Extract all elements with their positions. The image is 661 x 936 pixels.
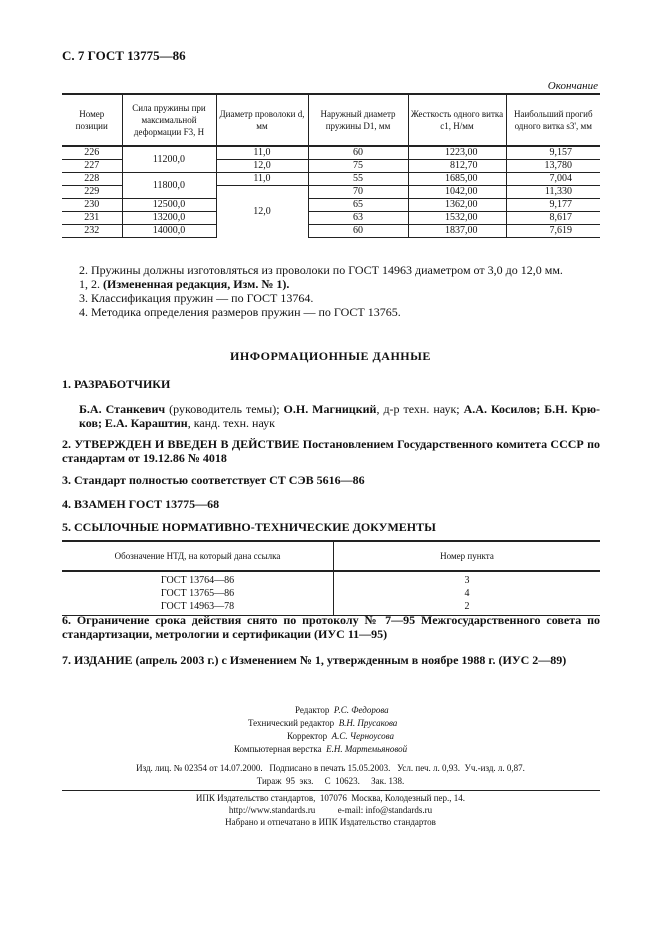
table-row <box>62 225 600 238</box>
cell-clause: 4 <box>464 588 470 599</box>
note-amendment-ref: 1, 2. <box>79 277 100 291</box>
cell-outer: 63 <box>308 212 408 225</box>
col-header-wire-diameter: Диаметр проволоки d, мм <box>216 94 308 146</box>
section-compliance: 3. Стандарт полностью соответствует СТ СЭВ 5616—86 <box>62 473 365 487</box>
cell-force: 11800,0 <box>122 173 216 199</box>
imprint-divider <box>62 790 600 791</box>
cell-position: 228 <box>62 173 122 186</box>
developer-1-role: (руководитель темы); <box>165 402 284 416</box>
cell-deflection: 11,330 <box>506 186 600 199</box>
table-row <box>62 173 600 186</box>
cell-stiffness: 1837,00 <box>408 225 506 238</box>
cell-position: 230 <box>62 199 122 212</box>
col-header-deflection: Наибольший прогиб одного витка s3', мм <box>506 94 600 146</box>
cell-stiffness: 1042,00 <box>408 186 506 199</box>
note-amendment <box>79 277 619 291</box>
cell-wire: 12,0 <box>216 160 308 173</box>
cell-outer: 70 <box>308 186 408 199</box>
imprint-line1: ИПК Издательство стандартов, 107076 Москва, Колодезный пер., 14. <box>195 793 466 803</box>
cell-deflection: 7,619 <box>506 225 600 238</box>
cell-wire: 11,0 <box>216 146 308 160</box>
cell-position: 231 <box>62 212 122 225</box>
credit-corrector-label: Корректор <box>287 731 328 741</box>
credit-tech-editor <box>248 717 397 730</box>
cell-deflection: 13,780 <box>506 160 600 173</box>
cell-deflection: 9,177 <box>506 199 600 212</box>
developers-list <box>79 402 600 430</box>
developer-2: О.Н. Магницкий <box>283 402 377 416</box>
table-row <box>62 212 600 225</box>
developer-4-5: ков; Е.А. Караштин <box>79 416 188 430</box>
cell-force: 14000,0 <box>122 225 216 238</box>
credit-editor-name: Р.С. Федорова <box>333 705 389 715</box>
table-row <box>62 199 600 212</box>
credit-corrector-name: А.С. Черноусова <box>331 731 394 741</box>
cell-clause: 3 <box>464 575 470 586</box>
section-developers-title: 1. РАЗРАБОТЧИКИ <box>62 377 171 391</box>
developer-2-role: , д-р техн. наук; <box>376 402 464 416</box>
table-row <box>62 587 600 600</box>
section-approved: 2. УТВЕРЖДЕН И ВВЕДЕН В ДЕЙСТВИЕ Постановлением Государственного комитета СССР по стандартам от 19.12.86 № 4018 <box>62 437 600 465</box>
table-header-row <box>62 541 600 571</box>
cell-outer: 75 <box>308 160 408 173</box>
cell-outer: 65 <box>308 199 408 212</box>
cell-document: ГОСТ 14963—78 <box>62 600 334 616</box>
developer-3-4: А.А. Косилов; Б.Н. Крю- <box>463 402 600 416</box>
note-amendment-text: (Измененная редакция, Изм. № 1). <box>103 277 290 291</box>
cell-document: ГОСТ 13765—86 <box>62 587 334 600</box>
col-header-stiffness: Жесткость одного витка c1, Н/мм <box>408 94 506 146</box>
section-replaces: 4. ВЗАМЕН ГОСТ 13775—68 <box>62 497 220 511</box>
cell-outer: 60 <box>308 146 408 160</box>
cell-wire: 11,0 <box>216 173 308 186</box>
section-edition: 7. ИЗДАНИЕ (апрель 2003 г.) с Изменением № 1, утвержденным в ноябре 1988 г. (ИУС 2—89) <box>62 653 567 667</box>
developer-1: Б.А. Станкевич <box>79 402 166 416</box>
section-references-title: 5. ССЫЛОЧНЫЕ НОРМАТИВНО-ТЕХНИЧЕСКИЕ ДОКУМЕНТЫ <box>62 520 436 534</box>
cell-outer: 60 <box>308 225 408 238</box>
col-header-outer-diameter: Наружный диаметр пружины D1, мм <box>308 94 408 146</box>
cell-stiffness: 1223,00 <box>408 146 506 160</box>
spring-parameters-table <box>62 93 600 238</box>
continuation-label: Окончание <box>547 80 598 92</box>
print-info-line2: Тираж 95 экз. С 10623. Зак. 138. <box>256 776 405 786</box>
cell-wire: 12,0 <box>216 186 308 238</box>
cell-stiffness: 1685,00 <box>408 173 506 186</box>
credit-tech-name: В.Н. Прусакова <box>338 718 398 728</box>
credit-layout-label: Компьютерная верстка <box>234 744 322 754</box>
page-header: С. 7 ГОСТ 13775—86 <box>62 48 186 63</box>
cell-deflection: 7,004 <box>506 173 600 186</box>
credit-editor <box>295 704 389 717</box>
cell-outer: 55 <box>308 173 408 186</box>
developer-role: , канд. техн. наук <box>187 416 275 430</box>
cell-force: 12500,0 <box>122 199 216 212</box>
cell-stiffness: 1362,00 <box>408 199 506 212</box>
cell-position: 226 <box>62 146 122 160</box>
imprint-line3: Набрано и отпечатано в ИПК Издательство стандартов <box>225 817 436 827</box>
info-title: ИНФОРМАЦИОННЫЕ ДАННЫЕ <box>230 349 431 363</box>
print-info-line1: Изд. лиц. № 02354 от 14.07.2000. Подписано в печать 15.05.2003. Усл. печ. л. 0,93. Уч.-изд. л. 0,87. <box>136 763 525 773</box>
cell-position: 229 <box>62 186 122 199</box>
credit-corrector <box>287 730 394 743</box>
col-header-clause: Номер пункта <box>334 541 601 571</box>
cell-stiffness: 812,70 <box>408 160 506 173</box>
cell-document: ГОСТ 13764—86 <box>62 571 334 587</box>
col-header-document: Обозначение НТД, на который дана ссылка <box>62 541 334 571</box>
table-header-row <box>62 94 600 146</box>
cell-force: 11200,0 <box>122 146 216 173</box>
table-row <box>62 146 600 160</box>
note-4: 4. Методика определения размеров пружин — по ГОСТ 13765. <box>79 305 401 319</box>
cell-position: 227 <box>62 160 122 173</box>
section-validity: 6. Ограничение срока действия снято по протоколу № 7—95 Межгосударственного совета по стандартизации, метрологии и сертификации (ИУС 11—95) <box>62 613 600 641</box>
note-2: 2. Пружины должны изготовляться из проволоки по ГОСТ 14963 диаметром от 3,0 до 12,0 мм. <box>79 263 563 277</box>
imprint-line2: http://www.standards.ru e-mail: info@standards.ru <box>228 805 433 815</box>
cell-deflection: 9,157 <box>506 146 600 160</box>
credit-layout <box>234 743 407 756</box>
credit-layout-name: Е.Н. Мартемьяновой <box>326 744 408 754</box>
cell-position: 232 <box>62 225 122 238</box>
cell-clause: 2 <box>334 600 601 616</box>
cell-stiffness: 1532,00 <box>408 212 506 225</box>
credit-editor-label: Редактор <box>295 705 330 715</box>
imprint-block <box>0 792 661 828</box>
table-row <box>62 571 600 587</box>
col-header-force: Сила пружины при максимальной деформации F3, Н <box>122 94 216 146</box>
cell-force: 13200,0 <box>122 212 216 225</box>
cell-deflection: 8,617 <box>506 212 600 225</box>
table-notes <box>79 263 619 319</box>
credit-tech-label: Технический редактор <box>248 718 335 728</box>
references-table <box>62 540 600 616</box>
note-3: 3. Классификация пружин — по ГОСТ 13764. <box>79 291 314 305</box>
col-header-position: Номер позиции <box>62 94 122 146</box>
